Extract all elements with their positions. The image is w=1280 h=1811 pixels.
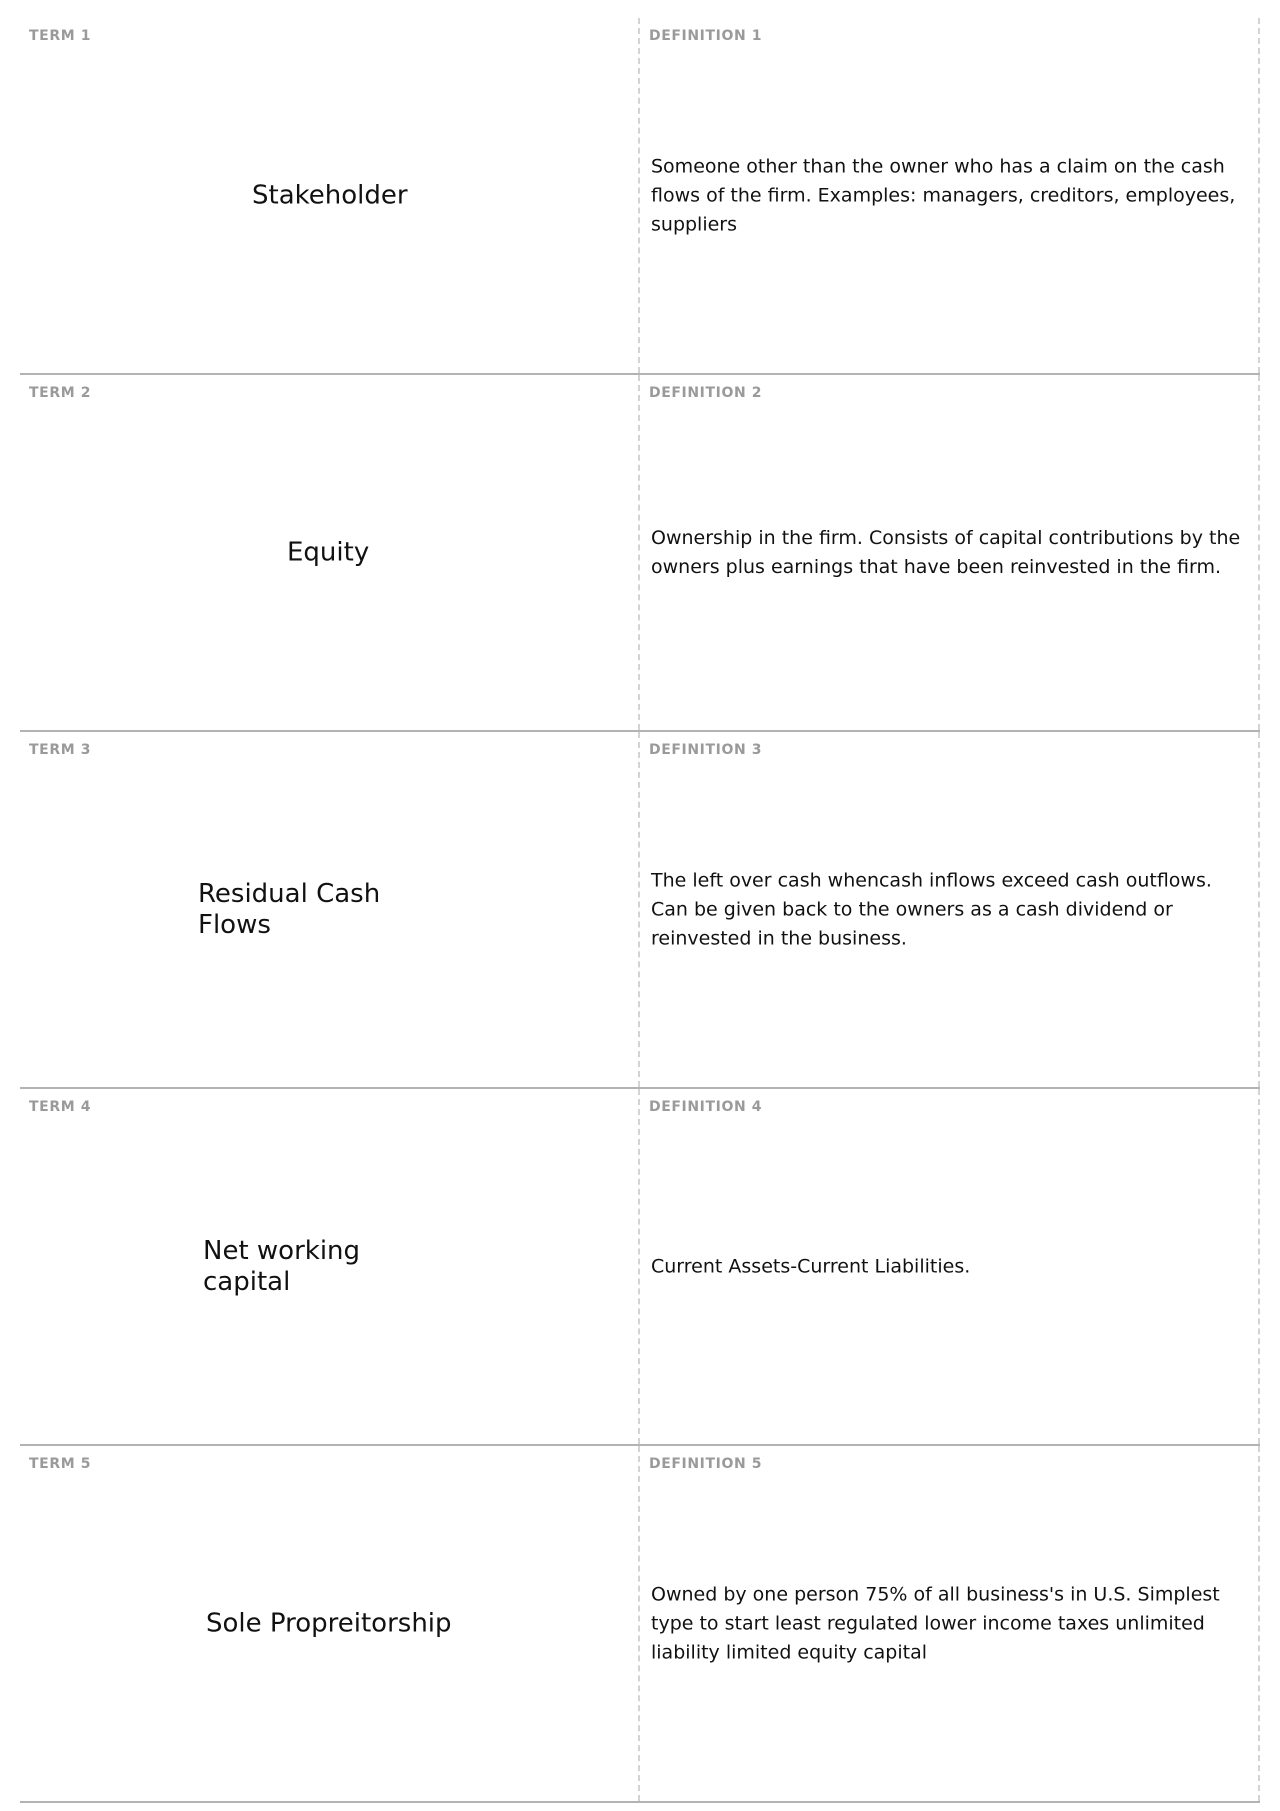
flashcard-row [20, 1446, 1260, 1803]
term-label: TERM 2 [29, 385, 92, 401]
flashcard-row [20, 1089, 1260, 1446]
definition-text: Current Assets-Current Liabilities. [651, 1255, 971, 1277]
term-cell [20, 1089, 640, 1444]
definition-text: Ownership in the firm. Consists of capital contributions by the owners plus earnings that have been reinvested in the firm. [651, 526, 1241, 578]
term-cell [20, 732, 640, 1087]
flashcard-row [20, 18, 1260, 375]
definition-text: Someone other than the owner who has a claim on the cash flows of the firm. Examples: managers, creditors, employees, suppliers [651, 155, 1236, 235]
definition-label: DEFINITION 4 [649, 1099, 763, 1115]
term-text: Net working capital [203, 1235, 361, 1297]
definition-cell [640, 18, 1260, 373]
term-label: TERM 3 [29, 742, 92, 758]
term-text: Residual Cash Flows [198, 878, 381, 940]
definition-cell [640, 1089, 1260, 1444]
term-text: Sole Propreitorship [206, 1608, 452, 1638]
flashcard-row [20, 375, 1260, 732]
definition-cell [640, 1446, 1260, 1801]
term-cell [20, 375, 640, 730]
definition-label: DEFINITION 1 [649, 28, 763, 44]
definition-cell [640, 375, 1260, 730]
flashcard-row [20, 732, 1260, 1089]
definition-label: DEFINITION 2 [649, 385, 763, 401]
definition-label: DEFINITION 3 [649, 742, 763, 758]
definition-label: DEFINITION 5 [649, 1456, 763, 1472]
term-cell [20, 1446, 640, 1801]
term-label: TERM 4 [29, 1099, 92, 1115]
definition-text: Owned by one person 75% of all business's in U.S. Simplest type to start least regulated lower income taxes unlimited liability limited equity capital [651, 1583, 1220, 1663]
term-label: TERM 1 [29, 28, 92, 44]
definition-cell [640, 732, 1260, 1087]
term-text: Stakeholder [252, 180, 408, 210]
term-text: Equity [287, 537, 370, 567]
term-label: TERM 5 [29, 1456, 92, 1472]
term-cell [20, 18, 640, 373]
definition-text: The left over cash whencash inflows exceed cash outflows. Can be given back to the owners as a cash dividend or reinvested in the business. [651, 869, 1212, 949]
flashcard-sheet [20, 18, 1260, 1803]
